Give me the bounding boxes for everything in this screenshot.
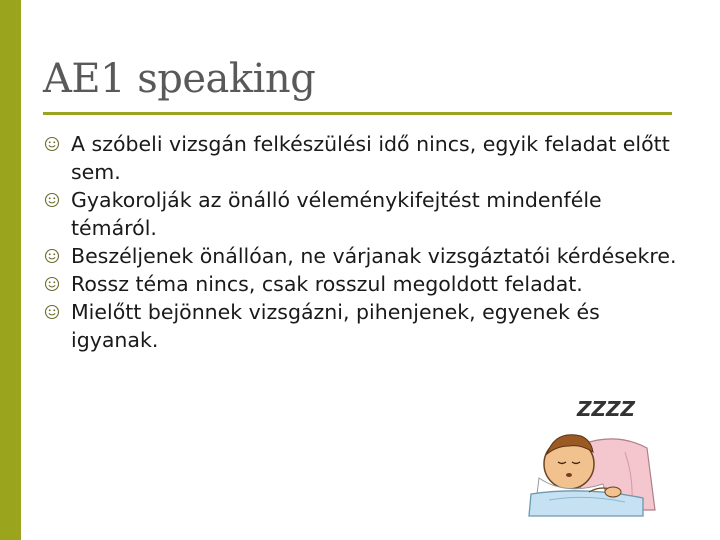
smiley-icon — [43, 186, 61, 214]
smiley-icon — [43, 270, 61, 298]
bullet-item — [43, 186, 683, 242]
left-accent-bar — [0, 0, 21, 540]
smiley-icon — [43, 130, 61, 158]
bullet-item — [43, 298, 683, 354]
bullet-item — [43, 242, 683, 270]
smiley-icon — [43, 242, 61, 270]
bullet-text: A szóbeli vizsgán felkészülési idő nincs, egyik feladat előtt sem. — [71, 132, 670, 184]
zzzz-text: ZZZZ — [577, 397, 636, 421]
bullet-item — [43, 130, 683, 186]
bullet-item — [43, 270, 683, 298]
bullet-text: Gyakorolják az önálló véleménykifejtést mindenféle témáról. — [71, 188, 602, 240]
bullet-list — [43, 130, 683, 354]
bullet-text: Rossz téma nincs, csak rosszul megoldott feladat. — [71, 272, 583, 296]
sleeping-person-icon — [525, 392, 665, 517]
smiley-icon — [43, 298, 61, 326]
slide-title: AE1 speaking — [43, 56, 316, 102]
title-underline — [43, 112, 672, 115]
bullet-text: Beszéljenek önállóan, ne várjanak vizsgáztatói kérdésekre. — [71, 244, 677, 268]
bullet-text: Mielőtt bejönnek vizsgázni, pihenjenek, egyenek és igyanak. — [71, 300, 600, 352]
